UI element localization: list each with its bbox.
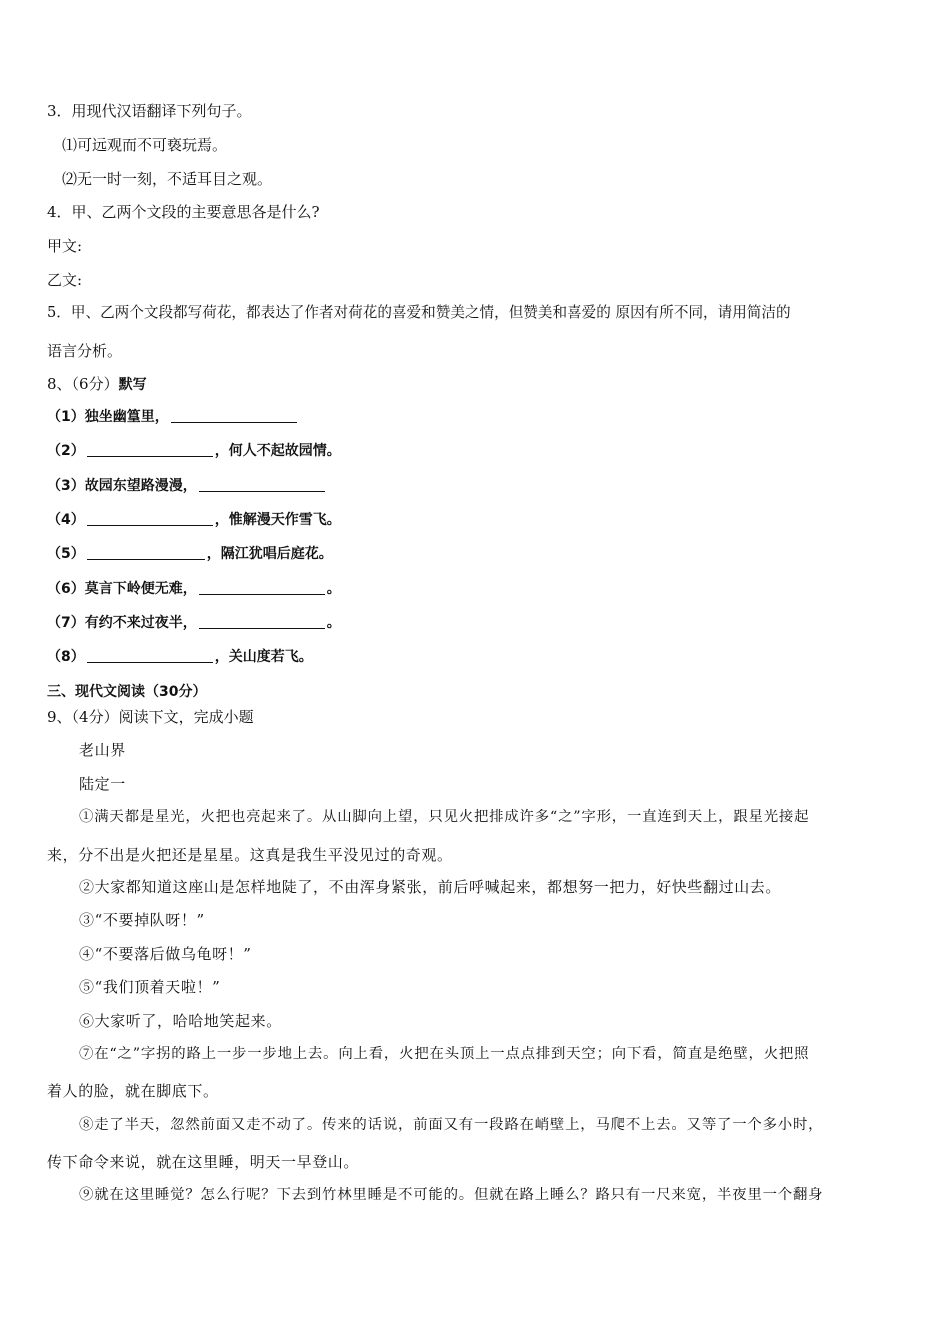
q8-item-6 bbox=[47, 579, 341, 599]
paragraph-8-line-2: 传下命令来说，就在这里睡，明天一早登山。 bbox=[47, 1153, 360, 1171]
q9-title: 9、（4分）阅读下文，完成小题 bbox=[47, 708, 254, 726]
q8-title: 默写 bbox=[118, 377, 147, 393]
q8-item-6-text: 莫言下岭便无难， bbox=[84, 581, 197, 597]
q8-item-8-text: ，关山度若飞。 bbox=[214, 649, 313, 665]
q8-item-4 bbox=[47, 510, 341, 530]
q8-item-1-text: 独坐幽篁里， bbox=[84, 409, 169, 425]
paragraph-1-line-1: ①满天都是星光，火把也亮起来了。从山脚向上望，只见火把排成许多“之”字形，一直连到天上，跟星光接起 bbox=[79, 809, 810, 825]
q8-item-8-num: （8） bbox=[47, 649, 85, 665]
paragraph-4: ④“不要落后做乌龟呀！” bbox=[79, 945, 252, 963]
paragraph-7-line-2: 着人的脸，就在脚底下。 bbox=[47, 1082, 219, 1100]
q8-item-4-blank[interactable] bbox=[87, 511, 213, 526]
q8-item-7 bbox=[47, 613, 341, 633]
q8-item-5-num: （5） bbox=[47, 546, 85, 562]
section-3-title: 三、现代文阅读（30分） bbox=[47, 684, 207, 700]
q4-jia-answer: 甲文: bbox=[47, 237, 83, 255]
q8-item-5-blank[interactable] bbox=[87, 545, 205, 560]
q8-item-6-end: 。 bbox=[326, 581, 341, 597]
q5-line-2: 语言分析。 bbox=[47, 342, 123, 360]
article-author: 陆定一 bbox=[79, 775, 126, 793]
q5-line-1: 5．甲、乙两个文段都写荷花，都表达了作者对荷花的喜爱和赞美之情，但赞美和喜爱的 原因有所不同，请用简洁的 bbox=[47, 304, 791, 321]
q3-title: 3．用现代汉语翻译下列句子。 bbox=[47, 102, 252, 120]
q8-item-1-num: （1） bbox=[47, 409, 85, 425]
q8-item-6-num: （6） bbox=[47, 581, 85, 597]
paragraph-7-line-1: ⑦在“之”字拐的路上一步一步地上去。向上看，火把在头顶上一点点排到天空；向下看，简直是绝壁，火把照 bbox=[79, 1046, 810, 1062]
q8-item-6-blank[interactable] bbox=[199, 580, 325, 595]
q8-item-4-num: （4） bbox=[47, 512, 85, 528]
q8-item-7-end: 。 bbox=[326, 615, 341, 631]
q8-item-2 bbox=[47, 441, 341, 461]
q8-item-2-blank[interactable] bbox=[87, 442, 213, 457]
paragraph-2: ②大家都知道这座山是怎样地陡了，不由浑身紧张，前后呼喊起来，都想努一把力，好快些翻过山去。 bbox=[79, 878, 782, 896]
q8-prefix: 8、（6分） bbox=[47, 375, 119, 393]
q8-item-2-text: ，何人不起故园情。 bbox=[214, 443, 341, 459]
q8-item-5 bbox=[47, 544, 333, 564]
q8-item-8-blank[interactable] bbox=[87, 648, 213, 663]
paragraph-5: ⑤“我们顶着天啦！” bbox=[79, 978, 221, 996]
q8-item-3-text: 故园东望路漫漫， bbox=[84, 478, 197, 494]
q8-item-1-blank[interactable] bbox=[171, 408, 297, 423]
q8-item-3-num: （3） bbox=[47, 478, 85, 494]
q8-item-7-text: 有约不来过夜半， bbox=[84, 615, 197, 631]
q8-item-8 bbox=[47, 647, 313, 667]
q8-item-4-text: ，惟解漫天作雪飞。 bbox=[214, 512, 341, 528]
q8-heading bbox=[47, 374, 147, 395]
paragraph-1-line-2: 来，分不出是火把还是星星。这真是我生平没见过的奇观。 bbox=[47, 846, 453, 864]
q8-item-5-text: ，隔江犹唱后庭花。 bbox=[206, 546, 333, 562]
q4-title: 4．甲、乙两个文段的主要意思各是什么? bbox=[47, 203, 320, 221]
q8-item-7-num: （7） bbox=[47, 615, 85, 631]
q8-item-3-blank[interactable] bbox=[199, 477, 325, 492]
q8-item-2-num: （2） bbox=[47, 443, 85, 459]
article-title: 老山界 bbox=[79, 741, 126, 759]
paragraph-3: ③“不要掉队呀！” bbox=[79, 911, 205, 929]
paragraph-8-line-1: ⑧走了半天，忽然前面又走不动了。传来的话说，前面又有一段路在峭壁上，马爬不上去。又等了一个多小时， bbox=[79, 1117, 824, 1133]
q8-item-1 bbox=[47, 407, 299, 427]
q4-yi-answer: 乙文: bbox=[47, 271, 83, 289]
q8-item-3 bbox=[47, 476, 327, 496]
paragraph-9-line-1: ⑨就在这里睡觉？怎么行呢？下去到竹林里睡是不可能的。但就在路上睡么？路只有一尺来宽，半夜里一个翻身 bbox=[79, 1187, 824, 1203]
q3-sentence-2: ⑵无一时一刻，不适耳目之观。 bbox=[62, 170, 273, 188]
paragraph-6: ⑥大家听了，哈哈地笑起来。 bbox=[79, 1012, 282, 1030]
q3-sentence-1: ⑴可远观而不可亵玩焉。 bbox=[62, 136, 228, 154]
q8-item-7-blank[interactable] bbox=[199, 614, 325, 629]
